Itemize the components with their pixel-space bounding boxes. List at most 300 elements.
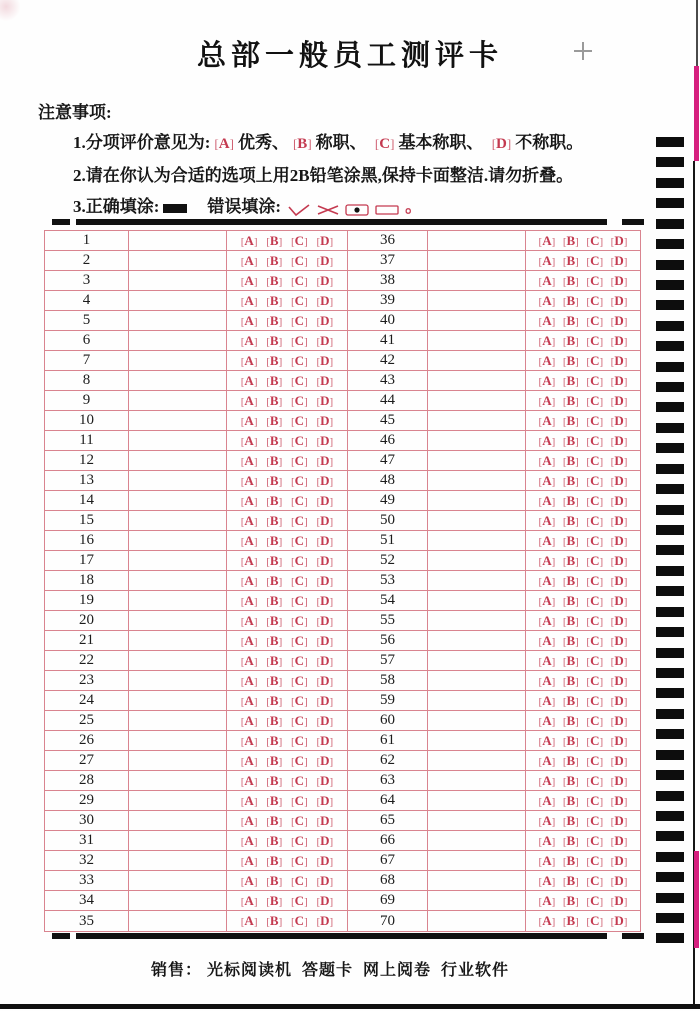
option-bubble-A[interactable]: [241, 794, 258, 808]
option-bubble-D[interactable]: [611, 454, 628, 468]
option-bubble-D[interactable]: [611, 374, 628, 388]
option-bubble-D[interactable]: [611, 734, 628, 748]
option-bubble-B[interactable]: [563, 414, 579, 428]
option-bubble-D[interactable]: [611, 634, 628, 648]
option-bubble-B[interactable]: [266, 514, 282, 528]
option-bubble-C[interactable]: [291, 314, 308, 328]
option-bubble-D[interactable]: [611, 594, 628, 608]
option-bubble-C[interactable]: [291, 774, 308, 788]
option-bubble-B[interactable]: [563, 894, 579, 908]
option-bubble-D[interactable]: [611, 474, 628, 488]
option-bubble-A[interactable]: [241, 854, 258, 868]
option-bubble-D[interactable]: [316, 914, 333, 928]
option-bubble-A[interactable]: [539, 434, 556, 448]
option-bubble-A[interactable]: [539, 634, 556, 648]
option-bubble-A[interactable]: [539, 594, 556, 608]
option-bubble-B[interactable]: [563, 854, 579, 868]
option-bubble-B[interactable]: [266, 254, 282, 268]
option-bubble-A[interactable]: [539, 254, 556, 268]
option-bubble-A[interactable]: [241, 254, 258, 268]
option-bubble-B[interactable]: [266, 874, 282, 888]
option-bubble-A[interactable]: [539, 574, 556, 588]
option-bubble-D[interactable]: [316, 314, 333, 328]
option-bubble-A[interactable]: [539, 454, 556, 468]
option-bubble-D[interactable]: [611, 394, 628, 408]
option-bubble-C[interactable]: [586, 834, 603, 848]
option-bubble-C[interactable]: [586, 354, 603, 368]
option-bubble-D[interactable]: [316, 354, 333, 368]
option-bubble-C[interactable]: [586, 694, 603, 708]
option-bubble-A[interactable]: [241, 414, 258, 428]
option-bubble-A[interactable]: [539, 554, 556, 568]
option-bubble-D[interactable]: [316, 834, 333, 848]
option-bubble-C[interactable]: [291, 574, 308, 588]
option-bubble-A[interactable]: [241, 274, 258, 288]
option-letter: A: [542, 332, 552, 348]
option-bubble-C[interactable]: [291, 754, 308, 768]
option-bubble-B[interactable]: [266, 814, 282, 828]
option-bubble-C[interactable]: [291, 714, 308, 728]
option-bubble-C[interactable]: [586, 314, 603, 328]
option-bubble-A[interactable]: [241, 374, 258, 388]
option-bubble-B[interactable]: [266, 654, 282, 668]
option-bubble-D[interactable]: [316, 494, 333, 508]
option-bubble-C[interactable]: [586, 594, 603, 608]
option-bubble-C[interactable]: [586, 774, 603, 788]
option-bubble-D[interactable]: [611, 254, 628, 268]
option-bubble-B[interactable]: [266, 914, 282, 928]
option-bubble-A[interactable]: [241, 714, 258, 728]
option-bubble-C[interactable]: [291, 634, 308, 648]
option-bubble-C[interactable]: [291, 594, 308, 608]
option-bubble-A[interactable]: [539, 374, 556, 388]
option-bubble-B[interactable]: [563, 274, 579, 288]
option-bubble-A[interactable]: [241, 634, 258, 648]
option-bubble-C[interactable]: [291, 534, 308, 548]
option-bubble-C[interactable]: [586, 454, 603, 468]
option-bubble-B[interactable]: [266, 454, 282, 468]
option-bubble-A[interactable]: [241, 654, 258, 668]
option-bubble-D[interactable]: [316, 874, 333, 888]
option-bubble-C[interactable]: [291, 414, 308, 428]
option-bubble-D[interactable]: [316, 574, 333, 588]
option-bubble-B[interactable]: [266, 534, 282, 548]
option-bubble-D[interactable]: [611, 774, 628, 788]
option-bubble-B[interactable]: [563, 594, 579, 608]
options-cell: [526, 711, 640, 730]
option-letter: A: [244, 672, 254, 688]
option-bubble-A[interactable]: [241, 874, 258, 888]
option-bubble-A[interactable]: [539, 914, 556, 928]
option-bubble-B[interactable]: [266, 854, 282, 868]
option-bubble-D[interactable]: [611, 434, 628, 448]
option-bubble-A[interactable]: [539, 714, 556, 728]
option-bubble-B[interactable]: [563, 474, 579, 488]
option-bubble-B[interactable]: [563, 374, 579, 388]
option-bubble-D[interactable]: [316, 534, 333, 548]
response-blank-cell: [428, 731, 526, 750]
option-bubble-C[interactable]: [291, 614, 308, 628]
option-bubble-B[interactable]: [563, 914, 579, 928]
option-bubble-B[interactable]: [563, 574, 579, 588]
option-bubble-C[interactable]: [291, 374, 308, 388]
option-bubble-C[interactable]: [586, 234, 603, 248]
option-bubble-C[interactable]: [291, 454, 308, 468]
option-bubble-B[interactable]: [266, 694, 282, 708]
option-bubble-A[interactable]: [539, 614, 556, 628]
option-bubble-B[interactable]: [266, 794, 282, 808]
option-bubble-B[interactable]: [563, 674, 579, 688]
bracket-close: ]: [551, 635, 556, 648]
option-bubble-C[interactable]: [291, 814, 308, 828]
option-bubble-C[interactable]: [291, 914, 308, 928]
option-bubble-D[interactable]: [316, 514, 333, 528]
option-bubble-B[interactable]: [563, 554, 579, 568]
option-bubble-D[interactable]: [316, 294, 333, 308]
option-bubble-A[interactable]: [241, 754, 258, 768]
option-bubble-D[interactable]: [316, 274, 333, 288]
option-bubble-B[interactable]: [563, 534, 579, 548]
option-bubble-C[interactable]: [291, 514, 308, 528]
option-bubble-D[interactable]: [316, 434, 333, 448]
option-bubble-B[interactable]: [563, 294, 579, 308]
option-bubble-B[interactable]: [266, 754, 282, 768]
option-bubble-A[interactable]: [241, 554, 258, 568]
option-bubble-A[interactable]: [241, 474, 258, 488]
option-bubble-A[interactable]: [539, 834, 556, 848]
option-bubble-D[interactable]: [611, 694, 628, 708]
option-bubble-B[interactable]: [563, 874, 579, 888]
option-bubble-D[interactable]: [611, 574, 628, 588]
option-bubble-B[interactable]: [563, 734, 579, 748]
option-bubble-C[interactable]: [291, 554, 308, 568]
option-bubble-C[interactable]: [586, 494, 603, 508]
option-bubble-D[interactable]: [316, 854, 333, 868]
option-letter: B: [269, 232, 279, 248]
option-bubble-A[interactable]: [539, 334, 556, 348]
option-bubble-B[interactable]: [563, 254, 579, 268]
option-bubble-B[interactable]: [266, 554, 282, 568]
option-bubble-B[interactable]: [266, 414, 282, 428]
option-bubble-D[interactable]: [316, 614, 333, 628]
option-bubble-D[interactable]: [611, 534, 628, 548]
option-bubble-C[interactable]: [291, 274, 308, 288]
option-bubble-D[interactable]: [611, 294, 628, 308]
option-bubble-C[interactable]: [291, 474, 308, 488]
option-bubble-C[interactable]: [586, 734, 603, 748]
option-bubble-D[interactable]: [611, 414, 628, 428]
option-bubble-B[interactable]: [266, 394, 282, 408]
option-bubble-A[interactable]: [241, 834, 258, 848]
bracket-close: ]: [551, 655, 556, 668]
option-bubble-C[interactable]: [586, 334, 603, 348]
option-bubble-C[interactable]: [586, 294, 603, 308]
option-bubble-A[interactable]: [539, 774, 556, 788]
option-bubble-C[interactable]: [291, 234, 308, 248]
option-bubble-A[interactable]: [539, 534, 556, 548]
option-bubble-C[interactable]: [291, 394, 308, 408]
option-bubble-A[interactable]: [539, 694, 556, 708]
option-bubble-A[interactable]: [241, 354, 258, 368]
option-bubble-A[interactable]: [241, 514, 258, 528]
option-bubble-C[interactable]: [586, 574, 603, 588]
option-bubble-D[interactable]: [316, 794, 333, 808]
option-bubble-B[interactable]: [266, 494, 282, 508]
option-bubble-D[interactable]: [316, 334, 333, 348]
option-bubble-C[interactable]: [291, 654, 308, 668]
option-bubble-D[interactable]: [611, 834, 628, 848]
option-bubble-B[interactable]: [266, 894, 282, 908]
option-bubble-B[interactable]: [563, 794, 579, 808]
option-letter: C: [590, 872, 600, 888]
option-bubble-B[interactable]: [266, 674, 282, 688]
bracket-close: ]: [575, 515, 579, 528]
option-bubble-A[interactable]: [539, 874, 556, 888]
option-bubble-D[interactable]: [611, 354, 628, 368]
option-bubble-D[interactable]: [316, 414, 333, 428]
option-letter: D: [320, 872, 330, 888]
option-bubble-B[interactable]: [563, 394, 579, 408]
option-bubble-A[interactable]: [539, 854, 556, 868]
option-bubble-B[interactable]: [563, 614, 579, 628]
option-bubble-C[interactable]: [291, 494, 308, 508]
option-bubble-B[interactable]: [266, 274, 282, 288]
option-bubble-B[interactable]: [266, 774, 282, 788]
option-bubble-A[interactable]: [539, 514, 556, 528]
option-bubble-B[interactable]: [266, 734, 282, 748]
option-bubble-D[interactable]: [611, 814, 628, 828]
option-bubble-C[interactable]: [586, 394, 603, 408]
option-bubble-A[interactable]: [539, 654, 556, 668]
option-bubble-B[interactable]: [563, 314, 579, 328]
option-bubble-A[interactable]: [241, 674, 258, 688]
option-bubble-D[interactable]: [316, 234, 333, 248]
table-row: [45, 351, 640, 371]
option-bubble-D[interactable]: [611, 234, 628, 248]
option-bubble-D[interactable]: [611, 314, 628, 328]
option-bubble-B[interactable]: [563, 234, 579, 248]
option-bubble-A[interactable]: [539, 674, 556, 688]
option-bubble-A[interactable]: [241, 334, 258, 348]
option-bubble-B[interactable]: [266, 434, 282, 448]
option-bubble-D[interactable]: [316, 674, 333, 688]
option-bubble-D[interactable]: [611, 854, 628, 868]
option-bubble-C[interactable]: [586, 814, 603, 828]
option-bubble-D[interactable]: [611, 674, 628, 688]
option-bubble-B[interactable]: [266, 474, 282, 488]
option-bubble-C[interactable]: [291, 694, 308, 708]
option-bubble-D[interactable]: [316, 654, 333, 668]
option-bubble-B[interactable]: [563, 494, 579, 508]
bracket-open: [: [586, 655, 591, 668]
option-bubble-A[interactable]: [539, 894, 556, 908]
bracket-close: ]: [575, 655, 579, 668]
option-bubble-C[interactable]: [586, 254, 603, 268]
option-bubble-A[interactable]: [241, 294, 258, 308]
option-bubble-C[interactable]: [291, 734, 308, 748]
option-bubble-C[interactable]: [291, 354, 308, 368]
option-bubble-A[interactable]: [539, 394, 556, 408]
option-bubble-A[interactable]: [241, 694, 258, 708]
option-bubble-D[interactable]: [316, 374, 333, 388]
option-bubble-B[interactable]: [266, 834, 282, 848]
option-bubble-B[interactable]: [266, 374, 282, 388]
option-bubble-C[interactable]: [586, 714, 603, 728]
option-bubble-C[interactable]: [586, 654, 603, 668]
option-bubble-A[interactable]: [539, 474, 556, 488]
option-bubble-C[interactable]: [586, 434, 603, 448]
option-bubble-B[interactable]: [266, 354, 282, 368]
option-bubble-C[interactable]: [586, 474, 603, 488]
option-bubble-C[interactable]: [291, 254, 308, 268]
option-bubble-C[interactable]: [291, 674, 308, 688]
option-bubble-C[interactable]: [586, 554, 603, 568]
option-bubble-C[interactable]: [586, 754, 603, 768]
option-bubble-A[interactable]: [241, 894, 258, 908]
option-bubble-A[interactable]: [241, 614, 258, 628]
option-bubble-D[interactable]: [316, 694, 333, 708]
option-bubble-A[interactable]: [241, 534, 258, 548]
option-bubble-A[interactable]: [539, 294, 556, 308]
option-bubble-A[interactable]: [539, 734, 556, 748]
option-bubble-B[interactable]: [563, 434, 579, 448]
option-letter: D: [320, 392, 330, 408]
option-bubble-D[interactable]: [611, 754, 628, 768]
option-bubble-C[interactable]: [291, 434, 308, 448]
bracket-close: ]: [599, 555, 604, 568]
option-bubble-C[interactable]: [291, 294, 308, 308]
option-bubble-B[interactable]: [563, 714, 579, 728]
option-bubble-D[interactable]: [316, 254, 333, 268]
option-bubble-C[interactable]: [586, 274, 603, 288]
option-bubble-D[interactable]: [316, 594, 333, 608]
option-bubble-D[interactable]: [611, 554, 628, 568]
option-bubble-A[interactable]: [241, 234, 258, 248]
option-bubble-B[interactable]: [266, 234, 282, 248]
option-bubble-B[interactable]: [563, 514, 579, 528]
option-bubble-C[interactable]: [586, 414, 603, 428]
option-bubble-D[interactable]: [316, 754, 333, 768]
option-bubble-C[interactable]: [586, 894, 603, 908]
option-bubble-A[interactable]: [539, 494, 556, 508]
option-bubble-C[interactable]: [291, 334, 308, 348]
option-bubble-A[interactable]: [241, 494, 258, 508]
option-bubble-A[interactable]: [539, 234, 556, 248]
option-bubble-B[interactable]: [563, 774, 579, 788]
option-bubble-C[interactable]: [586, 674, 603, 688]
option-bubble-D[interactable]: [316, 454, 333, 468]
option-bubble-C[interactable]: [291, 794, 308, 808]
option-bubble-A[interactable]: [539, 814, 556, 828]
option-bubble-D[interactable]: [611, 654, 628, 668]
option-bubble-A[interactable]: [539, 314, 556, 328]
option-bubble-D[interactable]: [316, 774, 333, 788]
option-bubble-C[interactable]: [586, 874, 603, 888]
option-bubble-D[interactable]: [611, 274, 628, 288]
option-bubble-C[interactable]: [586, 854, 603, 868]
option-bubble-C[interactable]: [586, 914, 603, 928]
option-bubble-A[interactable]: [241, 314, 258, 328]
option-bubble-D[interactable]: [611, 914, 628, 928]
option-bubble-A[interactable]: [241, 434, 258, 448]
option-bubble-A[interactable]: [539, 354, 556, 368]
option-bubble-D[interactable]: [316, 734, 333, 748]
option-bubble-B[interactable]: [266, 614, 282, 628]
option-bubble-A[interactable]: [539, 754, 556, 768]
option-bubble-C[interactable]: [586, 614, 603, 628]
bracket-open: [: [291, 916, 295, 928]
option-bubble-D[interactable]: [611, 514, 628, 528]
option-bubble-B[interactable]: [563, 454, 579, 468]
option-bubble-A[interactable]: [241, 454, 258, 468]
option-bubble-B[interactable]: [563, 814, 579, 828]
option-bubble-D[interactable]: [611, 614, 628, 628]
option-bubble-C[interactable]: [291, 894, 308, 908]
option-bubble-B[interactable]: [563, 634, 579, 648]
option-bubble-D[interactable]: [611, 894, 628, 908]
option-bubble-A[interactable]: [241, 734, 258, 748]
option-bubble-B[interactable]: [266, 334, 282, 348]
option-bubble-C[interactable]: [586, 514, 603, 528]
option-bubble-D[interactable]: [611, 494, 628, 508]
option-bubble-D[interactable]: [611, 874, 628, 888]
option-bubble-B[interactable]: [563, 834, 579, 848]
option-bubble-B[interactable]: [266, 574, 282, 588]
option-bubble-B[interactable]: [266, 594, 282, 608]
option-bubble-D[interactable]: [611, 794, 628, 808]
option-bubble-D[interactable]: [316, 714, 333, 728]
response-blank-cell: [428, 811, 526, 830]
option-bubble-B[interactable]: [266, 314, 282, 328]
option-bubble-A[interactable]: [241, 814, 258, 828]
option-bubble-A[interactable]: [241, 394, 258, 408]
option-bubble-A[interactable]: [241, 594, 258, 608]
option-bubble-C[interactable]: [291, 874, 308, 888]
option-bubble-B[interactable]: [266, 294, 282, 308]
option-bubble-B[interactable]: [563, 654, 579, 668]
option-bubble-A[interactable]: [241, 914, 258, 928]
option-bubble-B[interactable]: [563, 694, 579, 708]
option-bubble-C[interactable]: [586, 534, 603, 548]
option-bubble-C[interactable]: [586, 794, 603, 808]
option-bubble-B[interactable]: [266, 714, 282, 728]
option-bubble-A[interactable]: [241, 574, 258, 588]
option-bubble-D[interactable]: [316, 554, 333, 568]
option-bubble-D[interactable]: [316, 894, 333, 908]
option-bubble-D[interactable]: [611, 334, 628, 348]
option-bubble-D[interactable]: [316, 634, 333, 648]
bracket-close: ]: [599, 795, 604, 808]
option-bubble-C[interactable]: [586, 634, 603, 648]
option-bubble-A[interactable]: [539, 274, 556, 288]
option-bubble-C[interactable]: [291, 834, 308, 848]
option-bubble-C[interactable]: [291, 854, 308, 868]
option-bubble-B[interactable]: [563, 334, 579, 348]
option-bubble-D[interactable]: [316, 394, 333, 408]
option-letter: B: [269, 312, 279, 328]
option-bubble-A[interactable]: [539, 794, 556, 808]
option-bubble-A[interactable]: [539, 414, 556, 428]
option-bubble-B[interactable]: [266, 634, 282, 648]
option-bubble-D[interactable]: [316, 814, 333, 828]
option-bubble-D[interactable]: [316, 474, 333, 488]
option-bubble-B[interactable]: [563, 354, 579, 368]
option-bubble-D[interactable]: [611, 714, 628, 728]
option-bubble-C[interactable]: [586, 374, 603, 388]
option-bubble-B[interactable]: [563, 754, 579, 768]
bracket-open: [: [586, 755, 591, 768]
option-bubble-A[interactable]: [241, 774, 258, 788]
